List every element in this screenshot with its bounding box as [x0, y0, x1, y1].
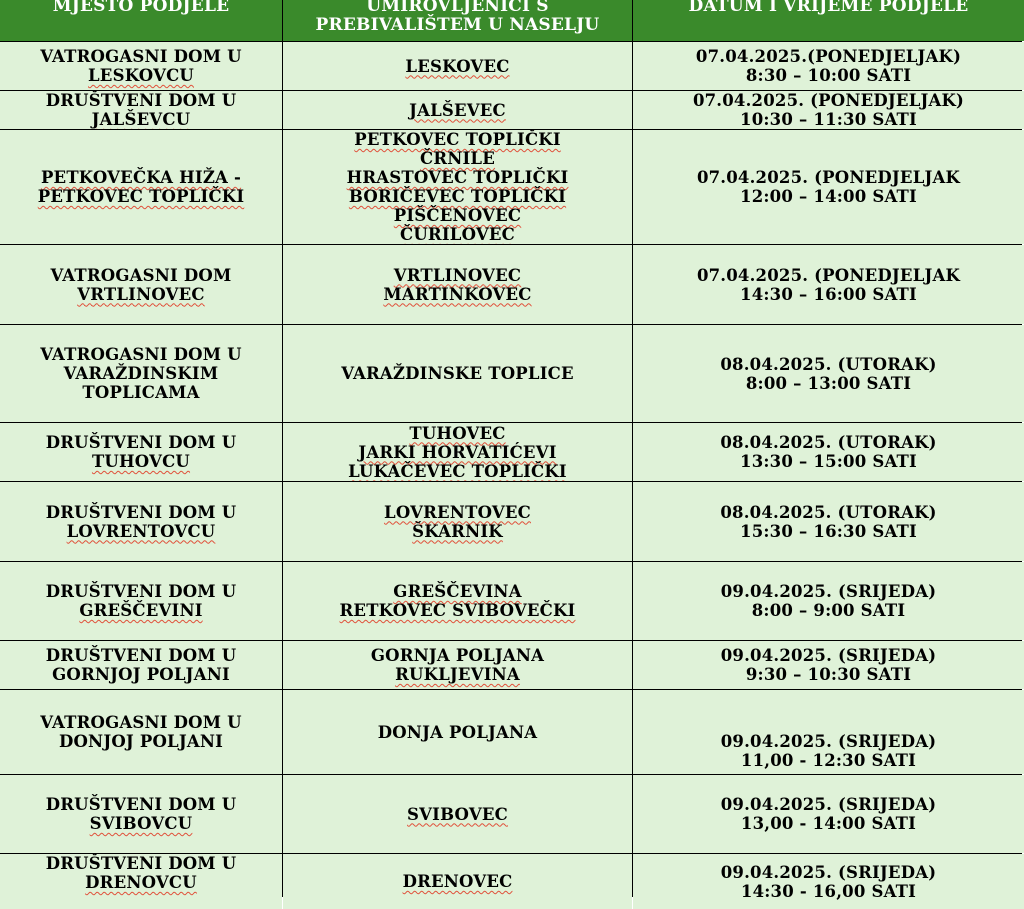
row-5-settlements [283, 325, 632, 422]
place-line: DRUŠTVENI DOM U [45, 854, 237, 873]
settlement: GORNJA POLJANA [370, 646, 545, 665]
row-12-place [0, 854, 282, 909]
header-datetime [633, 0, 1024, 41]
time: 8:30 – 10:00 SATI [745, 66, 912, 85]
row-10-settlements [283, 690, 632, 774]
header-residents-line-1: UMIROVLJENICI S [366, 0, 549, 16]
row-10-place [0, 690, 282, 774]
row-11-place [0, 775, 282, 853]
row-11-settlements [283, 775, 632, 853]
time: 12:00 – 14:00 SATI [740, 187, 917, 206]
time: 8:00 – 9:00 SATI [751, 601, 906, 620]
date: 07.04.2025. (PONEDJELJAK [696, 265, 961, 285]
place-line: DRUŠTVENI DOM U [45, 433, 237, 452]
row-4-datetime [633, 245, 1024, 324]
time: 14:30 - 16,00 SATI [740, 881, 917, 901]
place-line: VARAŽDINSKIM [63, 364, 219, 383]
header-datetime-label: DATUM I VRIJEME PODJELE [688, 0, 969, 16]
place-line: GREŠČEVINI [79, 601, 203, 620]
settlement: DRENOVEC [402, 872, 513, 891]
date: 07.04.2025.(PONEDJELJAK) [695, 47, 962, 66]
time: 10:30 – 11:30 SATI [740, 110, 917, 129]
row-2-place [0, 91, 282, 129]
row-8-place [0, 562, 282, 640]
settlement: JALŠEVEC [409, 100, 506, 120]
row-8-settlements [283, 562, 632, 640]
row-2-datetime [633, 91, 1024, 129]
time: 8:00 – 13:00 SATI [745, 373, 912, 393]
row-7-datetime [633, 482, 1024, 561]
row-9-datetime [633, 641, 1024, 689]
place-line: VRTLINOVEC [77, 284, 205, 304]
date: 09.04.2025. (SRIJEDA) [720, 795, 937, 814]
row-2-settlements [283, 91, 632, 129]
row-9-place [0, 641, 282, 689]
settlement: LOVRENTOVEC [384, 502, 531, 522]
row-6-datetime [633, 423, 1024, 481]
settlement: VARAŽDINSKE TOPLICE [341, 364, 574, 383]
settlement: LESKOVEC [405, 56, 510, 76]
place-line: LESKOVCU [88, 66, 194, 85]
place-line: DRENOVCU [85, 873, 197, 892]
header-place [0, 0, 282, 41]
row-1-settlements [283, 42, 632, 90]
row-4-settlements [283, 245, 632, 324]
date: 08.04.2025. (UTORAK) [720, 433, 937, 452]
settlement: GREŠČEVINA [393, 582, 522, 601]
settlement: BORIČEVEC TOPLIČKI [348, 187, 567, 206]
date: 09.04.2025. (SRIJEDA) [720, 582, 937, 601]
row-6-place [0, 423, 282, 481]
settlement: SVIBOVEC [407, 804, 508, 824]
settlement: JARKI HORVATIĆEVI [358, 442, 557, 462]
settlement: HRASTOVEC TOPLIČKI [346, 168, 569, 187]
place-line: VATROGASNI DOM U [40, 713, 242, 732]
date: 09.04.2025. (SRIJEDA) [720, 862, 937, 882]
row-11-datetime [633, 775, 1024, 853]
place-line: SVIBOVCU [89, 814, 193, 833]
row-6-settlements [283, 423, 632, 481]
settlement: PIŠČENOVEC [393, 206, 522, 225]
row-3-settlements [283, 130, 632, 244]
date: 09.04.2025. (SRIJEDA) [720, 646, 937, 665]
time: 14:30 – 16:00 SATI [740, 284, 917, 304]
row-9-settlements [283, 641, 632, 689]
settlement: PETKOVEC TOPLIČKI [354, 130, 561, 149]
row-8-datetime [633, 562, 1024, 640]
row-1-datetime [633, 42, 1024, 90]
settlement: ČURILOVEC [400, 225, 515, 244]
row-7-settlements [283, 482, 632, 561]
time: 11,00 - 12:30 SATI [740, 751, 917, 770]
settlement: DONJA POLJANA [377, 722, 538, 742]
row-1-place [0, 42, 282, 90]
row-12-settlements [283, 854, 632, 909]
row-5-datetime [633, 325, 1024, 422]
time: 13,00 - 14:00 SATI [740, 814, 917, 833]
time: 15:30 – 16:30 SATI [740, 521, 917, 541]
header-place-label: MJESTO PODJELE [52, 0, 230, 16]
place-line: DRUŠTVENI DOM U [45, 582, 237, 601]
header-residents [283, 0, 632, 41]
place-line: TUHOVCU [91, 452, 191, 471]
time: 13:30 – 15:00 SATI [740, 452, 917, 471]
settlement: VRTLINOVEC [393, 265, 522, 285]
place-line: VATROGASNI DOM U [40, 345, 242, 364]
place-line: DRUŠTVENI DOM U [45, 795, 237, 814]
place-line: GORNJOJ POLJANI [52, 665, 230, 684]
row-7-place [0, 482, 282, 561]
place-line: DRUŠTVENI DOM U [45, 91, 237, 110]
place-line: LOVRENTOVCU [66, 521, 216, 541]
place-line: PETKOVEČKA HIŽA - [40, 168, 242, 187]
settlement: ČRNILE [419, 149, 496, 168]
place-line: DRUŠTVENI DOM U [45, 646, 237, 665]
date: 08.04.2025. (UTORAK) [720, 502, 937, 522]
row-3-place [0, 130, 282, 244]
date: 08.04.2025. (UTORAK) [720, 354, 937, 374]
place-line: DRUŠTVENI DOM U [45, 502, 237, 522]
settlement: RETKOVEC SVIBOVEČKI [339, 601, 576, 620]
place-line: VATROGASNI DOM U [40, 47, 242, 66]
place-line: TOPLICAMA [82, 383, 200, 402]
place-line: PETKOVEC TOPLIČKI [37, 187, 245, 206]
date: 07.04.2025. (PONEDJELJAK) [692, 91, 965, 110]
settlement: ŠKARNIK [412, 521, 503, 541]
settlement: LUKAČEVEC TOPLIČKI [348, 461, 567, 481]
header-residents-line-2: PREBIVALIŠTEM U NASELJU [315, 15, 600, 35]
date: 09.04.2025. (SRIJEDA) [720, 732, 937, 751]
date: 07.04.2025. (PONEDJELJAK [696, 168, 961, 187]
settlement: MARTINKOVEC [383, 284, 532, 304]
place-line: DONJOJ POLJANI [58, 732, 224, 751]
settlement: RUKLJEVINA [395, 665, 520, 684]
settlement: TUHOVEC [409, 423, 506, 443]
row-10-datetime [633, 690, 1024, 774]
time: 9:30 – 10:30 SATI [745, 665, 912, 684]
place-line: VATROGASNI DOM [50, 265, 232, 285]
row-5-place [0, 325, 282, 422]
place-line: JALŠEVCU [91, 110, 191, 129]
row-3-datetime [633, 130, 1024, 244]
row-4-place [0, 245, 282, 324]
row-12-datetime [633, 854, 1024, 909]
